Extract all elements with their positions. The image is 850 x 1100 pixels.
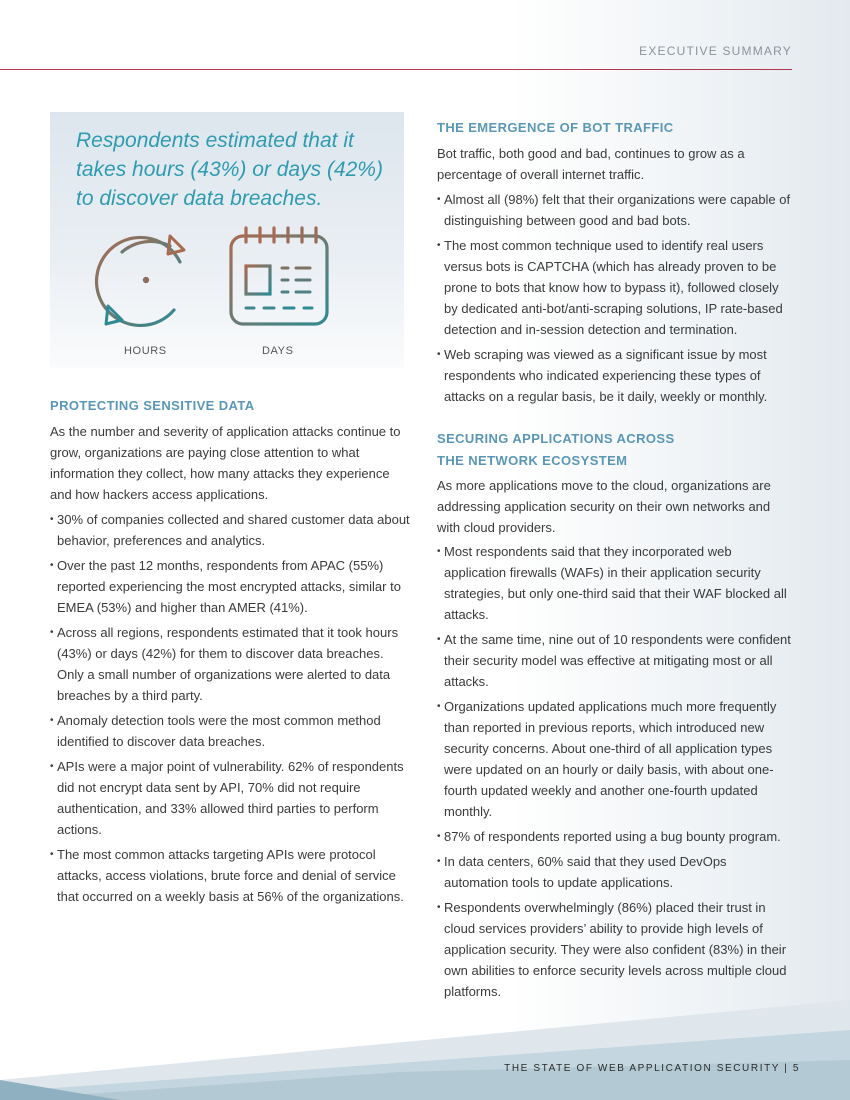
list-item: • APIs were a major point of vulnerability. 62% of respondents did not encrypt data sent by API, 70% did not require authentication, and 33% allowed third parties to perform actions. — [50, 756, 412, 840]
securing-apps-intro: As more applications move to the cloud, organizations are addressing application security on their own networks and with cloud providers. — [437, 478, 771, 535]
section-label: EXECUTIVE SUMMARY — [639, 44, 792, 58]
list-item: • 30% of companies collected and shared customer data about behavior, preferences and analytics. — [50, 509, 412, 551]
list-item: • Most respondents said that they incorporated web application firewalls (WAFs) in their application security strategies, but only one-third said that their WAF blocked all attacks. — [437, 541, 793, 625]
list-item: • Organizations updated applications much more frequently than reported in previous reports, which introduced new security concerns. About one-third of all application types were updated on an hourly or daily basis, with about one-fourth updated weekly and another one-fourth updated monthly. — [437, 696, 793, 822]
bot-traffic-list — [437, 189, 793, 411]
securing-apps-heading-line1: SECURING APPLICATIONS ACROSS — [437, 431, 675, 446]
list-item: • Anomaly detection tools were the most common method identified to discover data breaches. — [50, 710, 412, 752]
securing-apps-list — [437, 541, 793, 1006]
days-label: DAYS — [262, 345, 294, 357]
bot-traffic-heading: THE EMERGENCE OF BOT TRAFFIC — [437, 120, 674, 135]
bot-traffic-intro: Bot traffic, both good and bad, continues to grow as a percentage of overall internet traffic. — [437, 146, 745, 182]
list-item: • The most common attacks targeting APIs were protocol attacks, access violations, brute force and denial of service that occurred on a weekly basis at 56% of the organizations. — [50, 844, 412, 907]
list-item: • 87% of respondents reported using a bug bounty program. — [437, 826, 793, 847]
list-item: • At the same time, nine out of 10 respondents were confident their security model was effective at mitigating most or all attacks. — [437, 629, 793, 692]
list-item: • In data centers, 60% said that they used DevOps automation tools to update applications. — [437, 851, 793, 893]
list-item: • Across all regions, respondents estimated that it took hours (43%) or days (42%) for them to discover data breaches. Only a small number of organizations were alerted to data breaches by a third party. — [50, 622, 412, 706]
list-item: • Over the past 12 months, respondents from APAC (55%) reported experiencing the most encrypted attacks, similar to EMEA (53%) and higher than AMER (41%). — [50, 555, 412, 618]
hours-label: HOURS — [124, 345, 167, 357]
protecting-data-list — [50, 509, 412, 911]
calendar-icon — [226, 226, 330, 330]
list-item: • Almost all (98%) felt that their organizations were capable of distinguishing between good and bad bots. — [437, 189, 793, 231]
list-item: • Respondents overwhelmingly (86%) placed their trust in cloud services providers’ ability to provide high levels of application security. They were also confident (83%) in their own abilities to enforce security levels across multiple cloud platforms. — [437, 897, 793, 1002]
list-item: • Web scraping was viewed as a significant issue by most respondents who indicated experiencing these types of attacks on a regular basis, be it daily, weekly or monthly. — [437, 344, 793, 407]
clock-icon — [94, 228, 198, 332]
footer-page-label: THE STATE OF WEB APPLICATION SECURITY | 5 — [504, 1063, 800, 1074]
callout-box — [50, 112, 404, 368]
securing-apps-heading — [437, 428, 797, 472]
footer-band — [0, 1000, 850, 1100]
list-item: • The most common technique used to identify real users versus bots is CAPTCHA (which has already proven to be prone to bots that know how to bypass it), followed closely by dedicated anti-bot/anti-scraping solutions, IP rate-based detection and in-session detection and termination. — [437, 235, 793, 340]
callout-quote: Respondents estimated that it takes hours (43%) or days (42%) to discover data breaches. — [76, 129, 383, 210]
header-divider — [0, 69, 792, 70]
protecting-data-heading: PROTECTING SENSITIVE DATA — [50, 398, 255, 413]
securing-apps-heading-line2: THE NETWORK ECOSYSTEM — [437, 453, 628, 468]
protecting-data-intro: As the number and severity of application attacks continue to grow, organizations are paying close attention to what information they collect, how many attacks they experience and how hackers access applications. — [50, 424, 401, 502]
